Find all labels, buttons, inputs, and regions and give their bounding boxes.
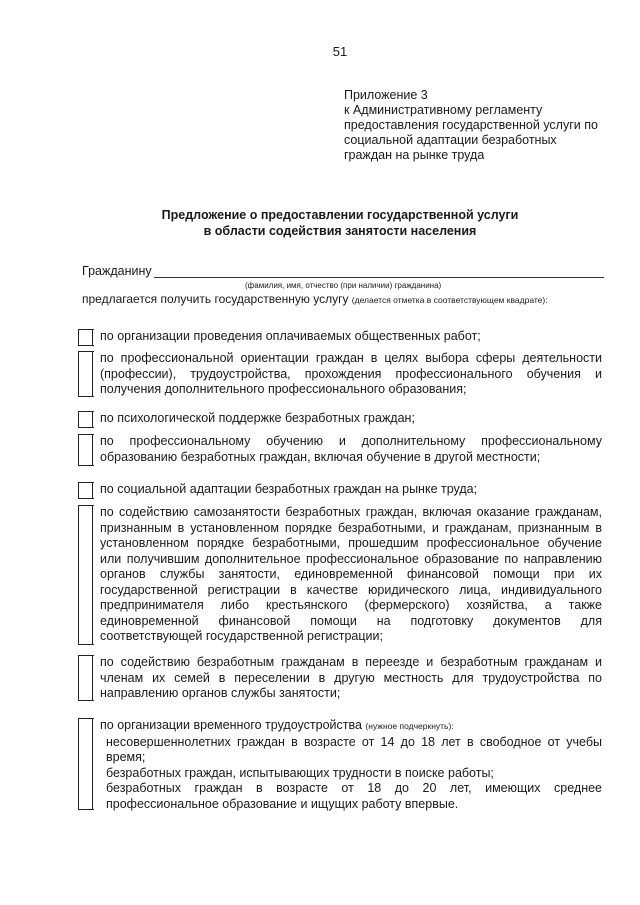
appendix-header (344, 88, 614, 163)
appendix-line: Приложение 3 (344, 88, 428, 102)
citizen-field (82, 264, 604, 278)
option-heading (100, 718, 602, 735)
appendix-line: социальной адаптации безработных (344, 133, 557, 147)
page-number: 51 (332, 44, 348, 59)
offer-text (82, 293, 602, 307)
option-text: по психологической поддержке безработных граждан; (100, 411, 415, 425)
offer-main: предлагается получить государственную услугу (82, 292, 349, 306)
option-heading-note: (нужное подчеркнуть): (365, 721, 454, 731)
citizen-label: Гражданину (82, 264, 152, 278)
option-text (100, 718, 602, 812)
appendix-line: предоставления государственной услуги по (344, 118, 598, 132)
option-text: по организации проведения оплачиваемых общественных работ; (100, 329, 481, 343)
appendix-line: к Административному регламенту (344, 103, 543, 117)
option-text: по социальной адаптации безработных граждан на рынке труда; (100, 482, 478, 496)
document-title (80, 207, 600, 239)
title-line-2: в области содействия занятости населения (203, 224, 477, 238)
offer-note: (делается отметка в соответствующем квадрате): (351, 295, 548, 305)
sub-item[interactable]: безработных граждан, испытывающих трудности в поиске работы; (106, 765, 494, 780)
sub-item[interactable]: безработных граждан в возрасте от 18 до 20 лет, имеющих среднее профессиональное образование и ищущих работу впервые. (106, 781, 602, 811)
option-heading-text: по организации временного трудоустройства (100, 718, 362, 732)
option-text: по содействию самозанятости безработных граждан, включая оказание гражданам, признанным в установленном порядке безработными, и гражданам, признанным в установленном порядке безработными, прошедшим профессиональное обучение или получившим дополнительное профессиональное образование по направлению органов службы занятости, единовременной финансовой помощи при их государственной регистрации в качестве юридического лица, индивидуального предпринимателя либо крестьянского (фермерского) хозяйства, а также единовременной финансовой помощи на подготовку документов для соответствующей государственной регистрации; (100, 505, 602, 643)
sub-item[interactable]: несовершеннолетних граждан в возрасте от 14 до 18 лет в свободное от учебы время; (106, 734, 602, 764)
appendix-line: граждан на рынке труда (344, 148, 485, 162)
title-line-1: Предложение о предоставлении государственной услуги (161, 208, 519, 222)
citizen-name-line[interactable] (154, 265, 604, 278)
option-text: по профессиональной ориентации граждан в целях выбора сферы деятельности (профессии), трудоустройства, прохождения профессионального обучения и получения дополнительного профессионального образования; (100, 351, 602, 396)
option-text: по профессиональному обучению и дополнительному профессиональному образованию безработных граждан, включая обучение в другой местности; (100, 434, 602, 464)
citizen-name-hint: (фамилия, имя, отчество (при наличии) гражданина) (245, 281, 442, 290)
option-text: по содействию безработным гражданам в переезде и безработным гражданам и членам их семей в переселении в другую местность для трудоустройства по направлению органов службы занятости; (100, 655, 602, 700)
